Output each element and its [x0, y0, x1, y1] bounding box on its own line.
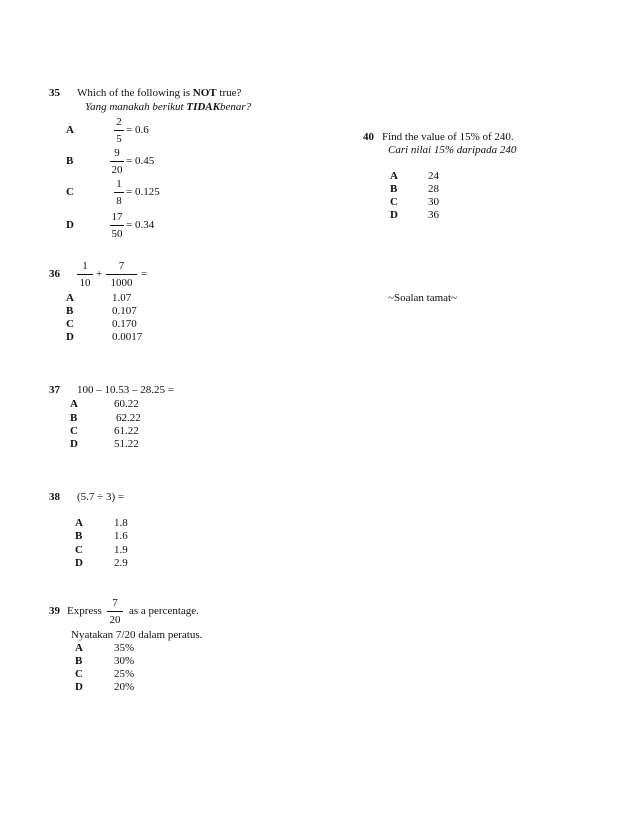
question-text: Which of the following is NOT true?: [77, 87, 242, 99]
option-value: 0.107: [112, 305, 137, 317]
option-label: B: [390, 183, 398, 195]
option-label: B: [70, 412, 78, 424]
question-text-suffix: as a percentage.: [129, 605, 199, 617]
option-label: C: [390, 196, 398, 208]
question-number: 35: [49, 87, 60, 99]
option-value: 1.8: [114, 517, 128, 529]
option-label: B: [75, 655, 83, 667]
option-label: D: [75, 681, 83, 693]
option-label: A: [75, 517, 83, 529]
question-text: Find the value of 15% of 240.: [382, 131, 514, 143]
option-label: A: [75, 642, 83, 654]
option-value: 30: [428, 196, 439, 208]
option-label: D: [66, 219, 74, 231]
option-label: A: [70, 398, 78, 410]
option-value: 1.9: [114, 544, 128, 556]
end-of-questions-note: ~Soalan tamat~: [388, 292, 458, 304]
question-text-malay: Nyatakan 7/20 dalam peratus.: [71, 629, 203, 641]
option-value: 0.170: [112, 318, 137, 330]
question-number: 36: [49, 268, 60, 280]
option-label: C: [75, 668, 83, 680]
option-label: A: [390, 170, 398, 182]
fraction: $\frac{7}{20}$: [107, 597, 123, 627]
option-value: 1.07: [112, 292, 132, 304]
question-number: 40: [363, 131, 374, 143]
option-value: 0.0017: [112, 331, 143, 343]
option-label: B: [66, 305, 74, 317]
option-label: D: [70, 438, 78, 450]
plus-sign: +: [96, 268, 103, 280]
option-value: 30%: [114, 655, 135, 667]
question-text-malay: Cari nilai 15% daripada 240: [388, 144, 517, 156]
option-value: 60.22: [114, 398, 139, 410]
option-value: 20%: [114, 681, 135, 693]
fraction: $\frac{1}{10}$: [77, 260, 93, 290]
fraction: $\frac{7}{1000}$: [106, 260, 137, 290]
question-number: 38: [49, 491, 60, 503]
option-label: D: [75, 557, 83, 569]
option-value: 62.22: [116, 412, 141, 424]
equals-sign: =: [141, 268, 148, 280]
option-value: 61.22: [114, 425, 139, 437]
option-value: 28: [428, 183, 439, 195]
question-text-malay: Yang manakah berikut TIDAKbenar?: [85, 101, 252, 113]
option-label: D: [66, 331, 74, 343]
fraction: $\frac{1}{8}$: [114, 178, 124, 208]
option-value: = 0.45: [126, 155, 155, 167]
option-label: C: [66, 186, 74, 198]
fraction: $\frac{17}{50}$: [111, 211, 123, 240]
option-label: C: [70, 425, 78, 437]
option-value: 2.9: [114, 557, 128, 569]
question-text: 100 – 10.53 – 28.25 =: [77, 384, 174, 396]
option-label: A: [66, 292, 74, 304]
option-value: 51.22: [114, 438, 139, 450]
option-value: = 0.34: [126, 219, 155, 231]
option-value: 25%: [114, 668, 135, 680]
fraction: $\frac{2}{5}$: [114, 116, 124, 146]
option-label: C: [66, 318, 74, 330]
question-number: 39: [49, 605, 60, 617]
option-value: = 0.125: [126, 186, 160, 198]
option-value: 24: [428, 170, 439, 182]
fraction: $\frac{9}{20}$: [111, 147, 123, 176]
option-value: = 0.6: [126, 124, 149, 136]
option-label: B: [66, 155, 74, 167]
question-text: Express: [67, 605, 102, 617]
option-label: C: [75, 544, 83, 556]
option-label: B: [75, 530, 83, 542]
question-text: (5.7 ÷ 3) =: [77, 491, 125, 503]
option-label: D: [390, 209, 398, 221]
option-value: 35%: [114, 642, 135, 654]
option-label: A: [66, 124, 74, 136]
option-value: 1.6: [114, 530, 128, 542]
option-value: 36: [428, 209, 439, 221]
question-number: 37: [49, 384, 60, 396]
